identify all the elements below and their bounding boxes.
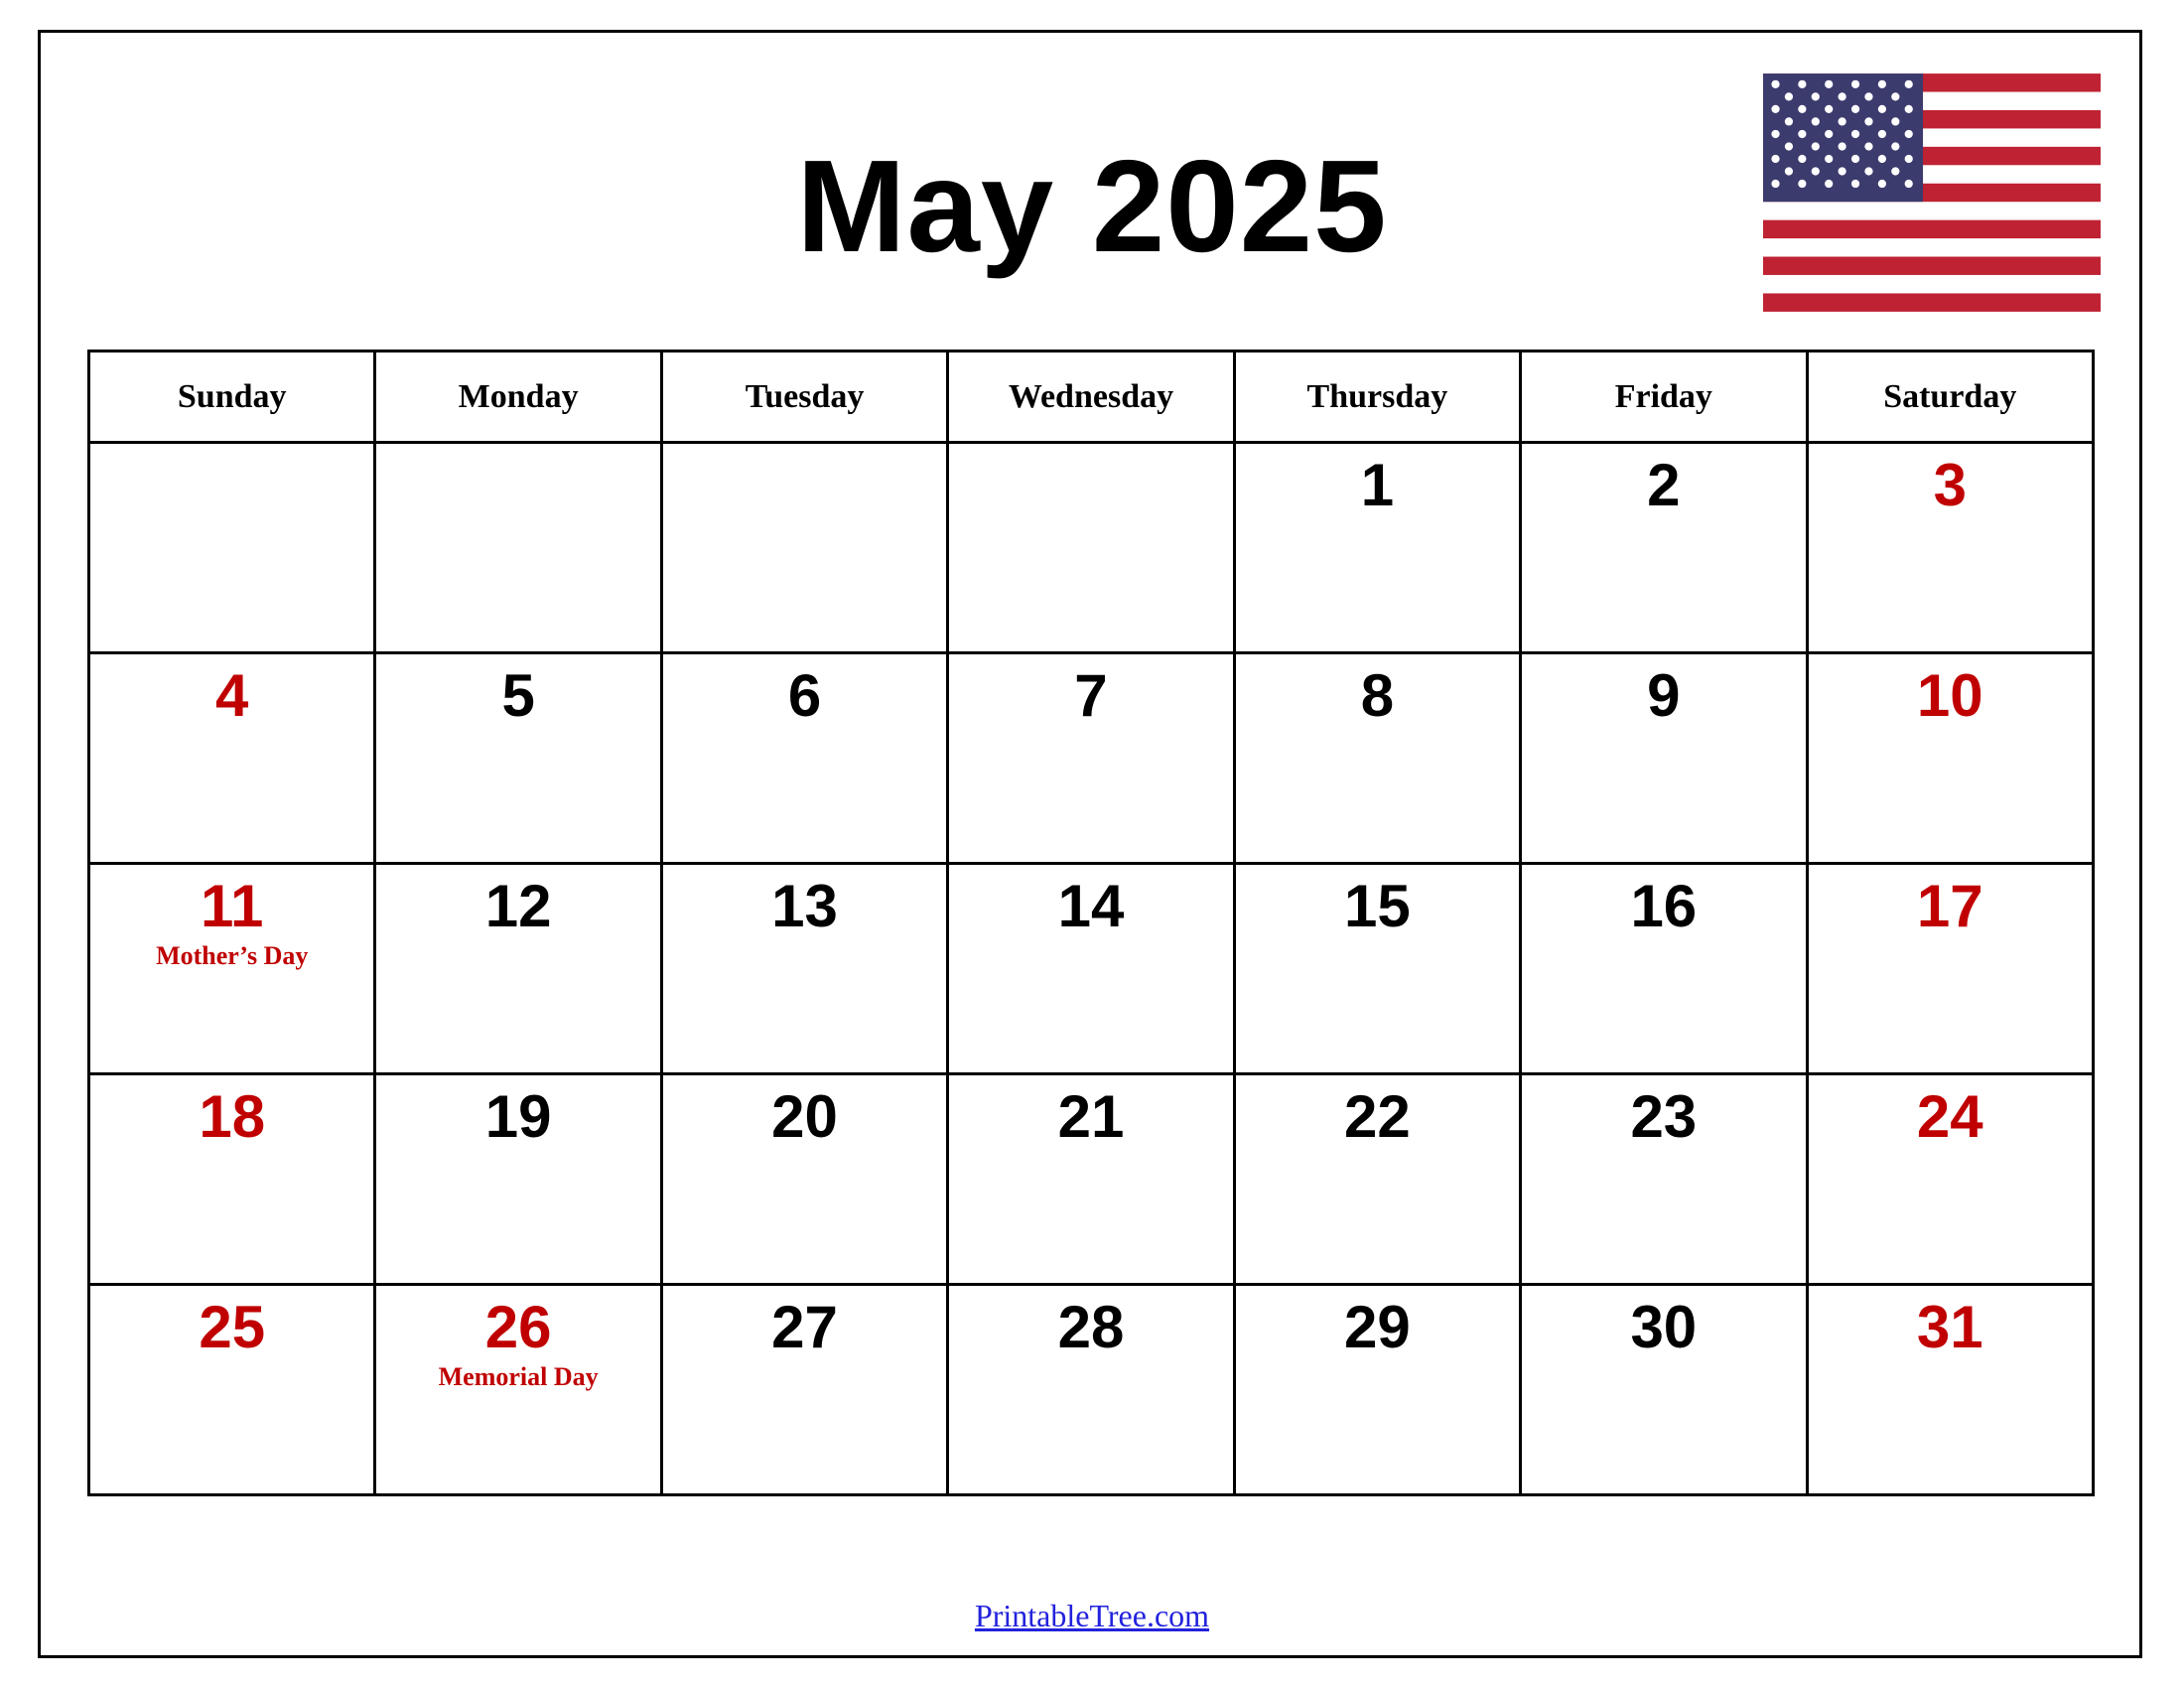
day-cell[interactable] xyxy=(1234,1074,1520,1285)
day-cell[interactable] xyxy=(948,443,1234,653)
day-cell[interactable] xyxy=(1807,443,2093,653)
printabletree-link[interactable]: PrintableTree.com xyxy=(974,1598,1210,1633)
weekday-header-monday: Monday xyxy=(375,352,661,443)
day-cell[interactable] xyxy=(375,1285,661,1495)
day-number: 14 xyxy=(1057,873,1125,939)
day-number: 24 xyxy=(1916,1083,1983,1150)
day-cell[interactable] xyxy=(948,1074,1234,1285)
day-number: 3 xyxy=(1933,452,1967,518)
day-number: 26 xyxy=(484,1294,552,1360)
day-cell[interactable] xyxy=(89,653,375,864)
weekday-header-friday: Friday xyxy=(1521,352,1807,443)
day-cell[interactable] xyxy=(375,864,661,1074)
day-number: 7 xyxy=(1074,662,1108,729)
week-row xyxy=(89,864,2094,1074)
day-cell[interactable] xyxy=(375,653,661,864)
day-cell[interactable] xyxy=(661,864,947,1074)
day-cell[interactable] xyxy=(375,443,661,653)
calendar-header xyxy=(46,34,2138,332)
day-cell[interactable] xyxy=(1521,653,1807,864)
day-number: 27 xyxy=(771,1294,838,1360)
calendar-grid xyxy=(87,350,2095,1496)
day-number: 18 xyxy=(199,1083,266,1150)
day-number: 4 xyxy=(215,662,249,729)
day-number: 9 xyxy=(1647,662,1681,729)
page-title: May 2025 xyxy=(796,133,1388,279)
day-number: 17 xyxy=(1916,873,1983,939)
week-row xyxy=(89,653,2094,864)
day-number: 8 xyxy=(1360,662,1395,729)
day-cell[interactable] xyxy=(1234,653,1520,864)
weekday-header-saturday: Saturday xyxy=(1807,352,2093,443)
weekday-header-wednesday: Wednesday xyxy=(948,352,1234,443)
day-cell[interactable] xyxy=(89,443,375,653)
us-flag-icon xyxy=(1763,73,2101,312)
day-cell[interactable] xyxy=(375,1074,661,1285)
day-cell[interactable] xyxy=(1234,864,1520,1074)
day-number: 20 xyxy=(771,1083,838,1150)
day-number: 29 xyxy=(1344,1294,1411,1360)
day-number: 13 xyxy=(771,873,838,939)
weekday-header-thursday: Thursday xyxy=(1234,352,1520,443)
day-number: 11 xyxy=(200,873,264,939)
day-cell[interactable] xyxy=(1521,864,1807,1074)
day-cell[interactable] xyxy=(1807,864,2093,1074)
day-cell[interactable] xyxy=(89,1074,375,1285)
day-cell[interactable] xyxy=(89,1285,375,1495)
day-cell[interactable] xyxy=(1521,1074,1807,1285)
weekday-header-row xyxy=(89,352,2094,443)
day-cell[interactable] xyxy=(1234,443,1520,653)
day-cell[interactable] xyxy=(661,443,947,653)
day-number: 23 xyxy=(1630,1083,1698,1150)
week-row xyxy=(89,1074,2094,1285)
day-event: Mother’s Day xyxy=(156,941,309,970)
day-number: 2 xyxy=(1647,452,1681,518)
day-number: 31 xyxy=(1916,1294,1983,1360)
day-number: 5 xyxy=(501,662,535,729)
day-cell[interactable] xyxy=(948,1285,1234,1495)
weekday-header-sunday: Sunday xyxy=(89,352,375,443)
day-cell[interactable] xyxy=(661,653,947,864)
week-row xyxy=(89,1285,2094,1495)
day-event: Memorial Day xyxy=(438,1362,599,1391)
day-cell[interactable] xyxy=(1521,443,1807,653)
day-cell[interactable] xyxy=(948,653,1234,864)
day-cell[interactable] xyxy=(1234,1285,1520,1495)
day-number: 30 xyxy=(1630,1294,1698,1360)
weekday-header-tuesday: Tuesday xyxy=(661,352,947,443)
day-number: 12 xyxy=(484,873,552,939)
day-number: 15 xyxy=(1344,873,1411,939)
day-number: 22 xyxy=(1344,1083,1411,1150)
day-cell[interactable] xyxy=(89,864,375,1074)
day-number: 19 xyxy=(484,1083,552,1150)
day-cell[interactable] xyxy=(1807,1285,2093,1495)
day-number: 6 xyxy=(787,662,822,729)
day-number: 21 xyxy=(1057,1083,1125,1150)
day-number: 28 xyxy=(1057,1294,1125,1360)
footer xyxy=(0,1598,2184,1634)
day-number: 10 xyxy=(1916,662,1983,729)
day-number: 16 xyxy=(1630,873,1698,939)
day-cell[interactable] xyxy=(1521,1285,1807,1495)
week-row xyxy=(89,443,2094,653)
day-number: 1 xyxy=(1360,452,1395,518)
day-cell[interactable] xyxy=(661,1074,947,1285)
day-cell[interactable] xyxy=(948,864,1234,1074)
day-cell[interactable] xyxy=(1807,653,2093,864)
day-cell[interactable] xyxy=(1807,1074,2093,1285)
day-cell[interactable] xyxy=(661,1285,947,1495)
day-number: 25 xyxy=(199,1294,266,1360)
